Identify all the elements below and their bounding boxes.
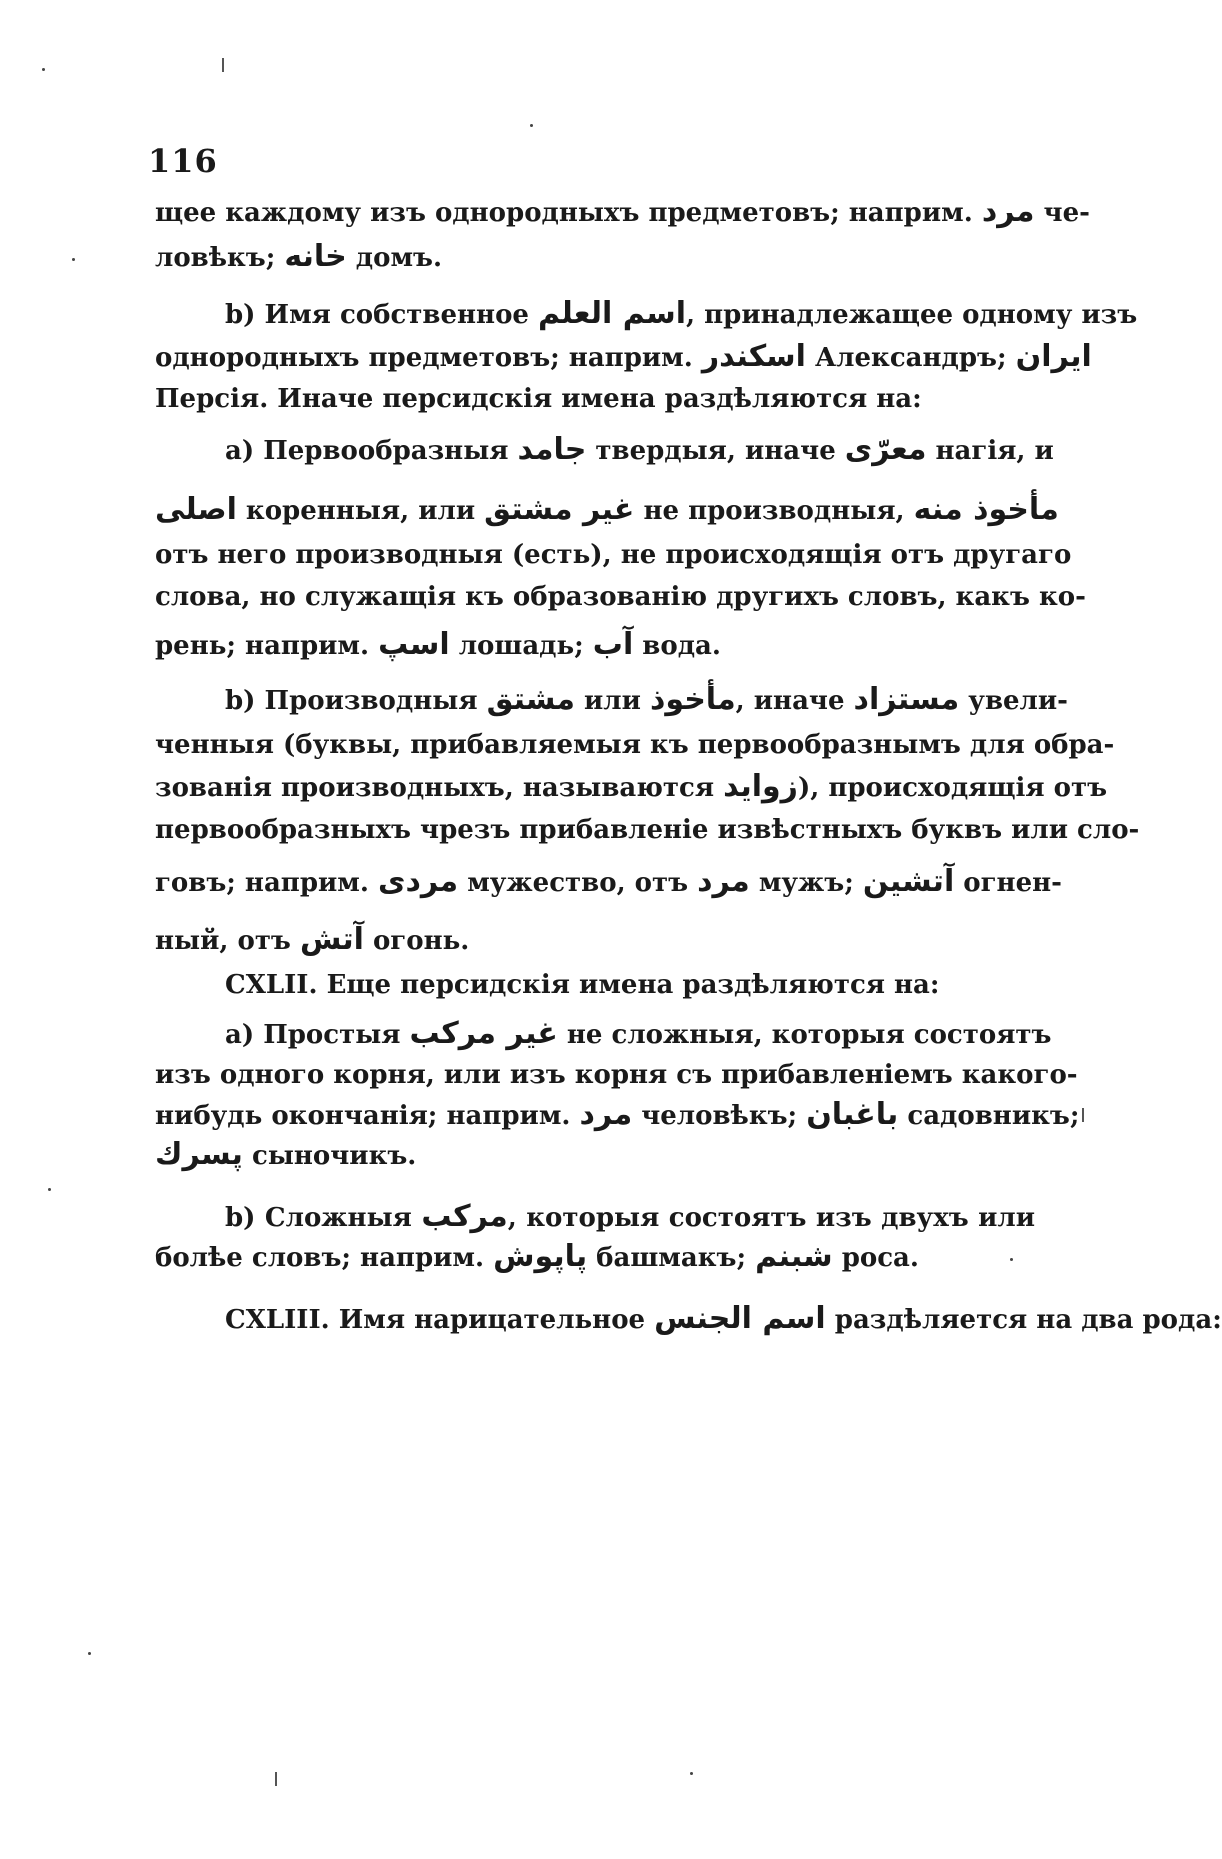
persian-word: مركب [421, 1199, 508, 1234]
russian-text: зованія производныхъ, называются [155, 773, 724, 803]
russian-text: вода. [633, 631, 721, 661]
persian-word: معرّى [844, 432, 927, 467]
text-line-4 [155, 339, 1092, 375]
persian-word: زوايد [723, 769, 798, 804]
russian-text: че- [1034, 198, 1090, 228]
section-cxlii-heading [225, 968, 1035, 1002]
persian-word: آتش [299, 922, 364, 957]
text-line-19 [155, 1058, 1078, 1092]
text-line-11 [225, 682, 1068, 718]
russian-text: садовникъ; [898, 1101, 1080, 1131]
text-line-2 [155, 240, 1035, 275]
text-line-12 [155, 728, 1115, 762]
text-line-6 [225, 432, 1054, 468]
persian-word: پسرك [155, 1137, 243, 1172]
russian-text: огонь. [363, 926, 470, 956]
persian-word: غير مشتق [484, 492, 635, 527]
scan-mark [1082, 1108, 1084, 1122]
text-line-23 [155, 1240, 1035, 1275]
russian-text: слова, но служащія къ образованію другихъ словъ, какъ ко- [155, 582, 1086, 612]
russian-text: ченныя (буквы, прибавляемыя къ первообразнымъ для обра- [155, 730, 1115, 760]
russian-text: , принадлежащее одному изъ [686, 300, 1138, 330]
text-line-20 [155, 1097, 1080, 1133]
text-line-5 [155, 382, 1035, 416]
persian-word: ايران [1015, 339, 1092, 374]
russian-text: Александръ; [805, 343, 1016, 373]
russian-text: первообразныхъ чрезъ прибавленіе извѣстныхъ буквъ или сло- [155, 815, 1140, 845]
russian-text: ловѣкъ; [155, 243, 285, 273]
russian-text: огнен- [954, 868, 1062, 898]
russian-text: Персія. Иначе персидскія имена раздѣляются на: [155, 384, 922, 414]
russian-text: коренныя, или [236, 496, 485, 526]
scan-speck [72, 258, 75, 261]
persian-word: مأخوذ [649, 682, 736, 717]
russian-text: b) Производныя [225, 686, 487, 716]
russian-text: болѣе словъ; наприм. [155, 1243, 494, 1273]
russian-text: башмакъ; [587, 1243, 756, 1273]
persian-word: غير مركب [409, 1016, 558, 1051]
russian-text: ный, отъ [155, 926, 300, 956]
russian-text: , которыя состоятъ изъ двухъ или [507, 1203, 1035, 1233]
text-line-21 [155, 1138, 1035, 1173]
text-line-1 [155, 194, 1090, 230]
persian-word: مستزاد [853, 682, 960, 717]
russian-text: лошадь; [449, 631, 593, 661]
russian-text: ), происходящія отъ [797, 773, 1108, 803]
text-line-22 [225, 1200, 1035, 1235]
scan-speck [42, 68, 45, 71]
russian-text: увели- [959, 686, 1068, 716]
scan-speck [88, 1652, 91, 1655]
text-line-13 [155, 769, 1108, 805]
scan-mark [222, 58, 224, 72]
russian-text: роса. [832, 1243, 919, 1273]
russian-text: не производныя, [634, 496, 914, 526]
russian-text: изъ одного корня, или изъ корня съ прибавленіемъ какого- [155, 1060, 1078, 1090]
russian-text: a) Первообразныя [225, 436, 518, 466]
text-line-18 [225, 1016, 1052, 1052]
persian-word: مرد [579, 1097, 633, 1132]
russian-text: нибудь окончанія; наприм. [155, 1101, 580, 1131]
text-line-15 [155, 864, 1062, 900]
russian-text: раздѣляется на два рода: [825, 1305, 1222, 1335]
persian-word: شبنم [755, 1239, 833, 1274]
text-line-16 [155, 923, 1035, 958]
russian-text: домъ. [346, 243, 443, 273]
russian-text: не сложныя, которыя состоятъ [557, 1020, 1052, 1050]
persian-word: خانه [284, 239, 347, 274]
russian-text: или [574, 686, 650, 716]
russian-text: щее каждому изъ однородныхъ предметовъ; наприм. [155, 198, 982, 228]
russian-text: рень; наприм. [155, 631, 379, 661]
russian-text: нагія, и [926, 436, 1054, 466]
scan-speck [530, 124, 533, 127]
persian-word: باغبان [806, 1097, 899, 1132]
persian-word: پاپوش [493, 1239, 588, 1274]
persian-word: اسم العلم [538, 296, 687, 331]
text-line-3 [225, 296, 1138, 332]
persian-word: اسپ [378, 627, 450, 662]
persian-word: آتشين [862, 864, 955, 899]
scan-speck [690, 1772, 693, 1775]
russian-text: человѣкъ; [632, 1101, 807, 1131]
russian-text: сыночикъ. [242, 1141, 417, 1171]
persian-word: اسم الجنس [654, 1301, 826, 1336]
persian-word: مرد [981, 194, 1035, 229]
russian-text: мужъ; [749, 868, 863, 898]
persian-word: اصلى [155, 492, 237, 527]
persian-word: جامد [517, 432, 587, 467]
russian-text: b) Сложныя [225, 1203, 422, 1233]
persian-word: مأخوذ منه [913, 492, 1059, 527]
russian-text: b) Имя собственное [225, 300, 539, 330]
text-line-14 [155, 813, 1140, 847]
persian-word: اسکندر [701, 339, 806, 374]
scan-speck [1010, 1258, 1013, 1261]
persian-word: مرد [697, 864, 750, 899]
russian-text: однородныхъ предметовъ; наприм. [155, 343, 702, 373]
russian-text: отъ него производныя (есть), не происходящія отъ другаго [155, 540, 1072, 570]
persian-word: مشتق [486, 682, 575, 717]
russian-text: , иначе [735, 686, 854, 716]
text-line-10 [155, 628, 1035, 663]
russian-text: CXLIII. Имя нарицательное [225, 1305, 655, 1335]
scan-mark [275, 1772, 277, 1786]
text-line-8 [155, 538, 1072, 572]
section-cxliii-heading [225, 1301, 1222, 1337]
scan-speck [48, 1188, 51, 1191]
persian-word: آب [592, 627, 634, 662]
russian-text: говъ; наприм. [155, 868, 378, 898]
russian-text: CXLII. Еще персидскія имена раздѣляются на: [225, 970, 940, 1000]
russian-text: a) Простыя [225, 1020, 410, 1050]
text-line-7 [155, 492, 1059, 528]
text-line-9 [155, 580, 1086, 614]
russian-text: мужество, отъ [458, 868, 698, 898]
russian-text: твердыя, иначе [586, 436, 845, 466]
page-number: 116 [148, 142, 218, 180]
persian-word: مردى [378, 864, 459, 899]
